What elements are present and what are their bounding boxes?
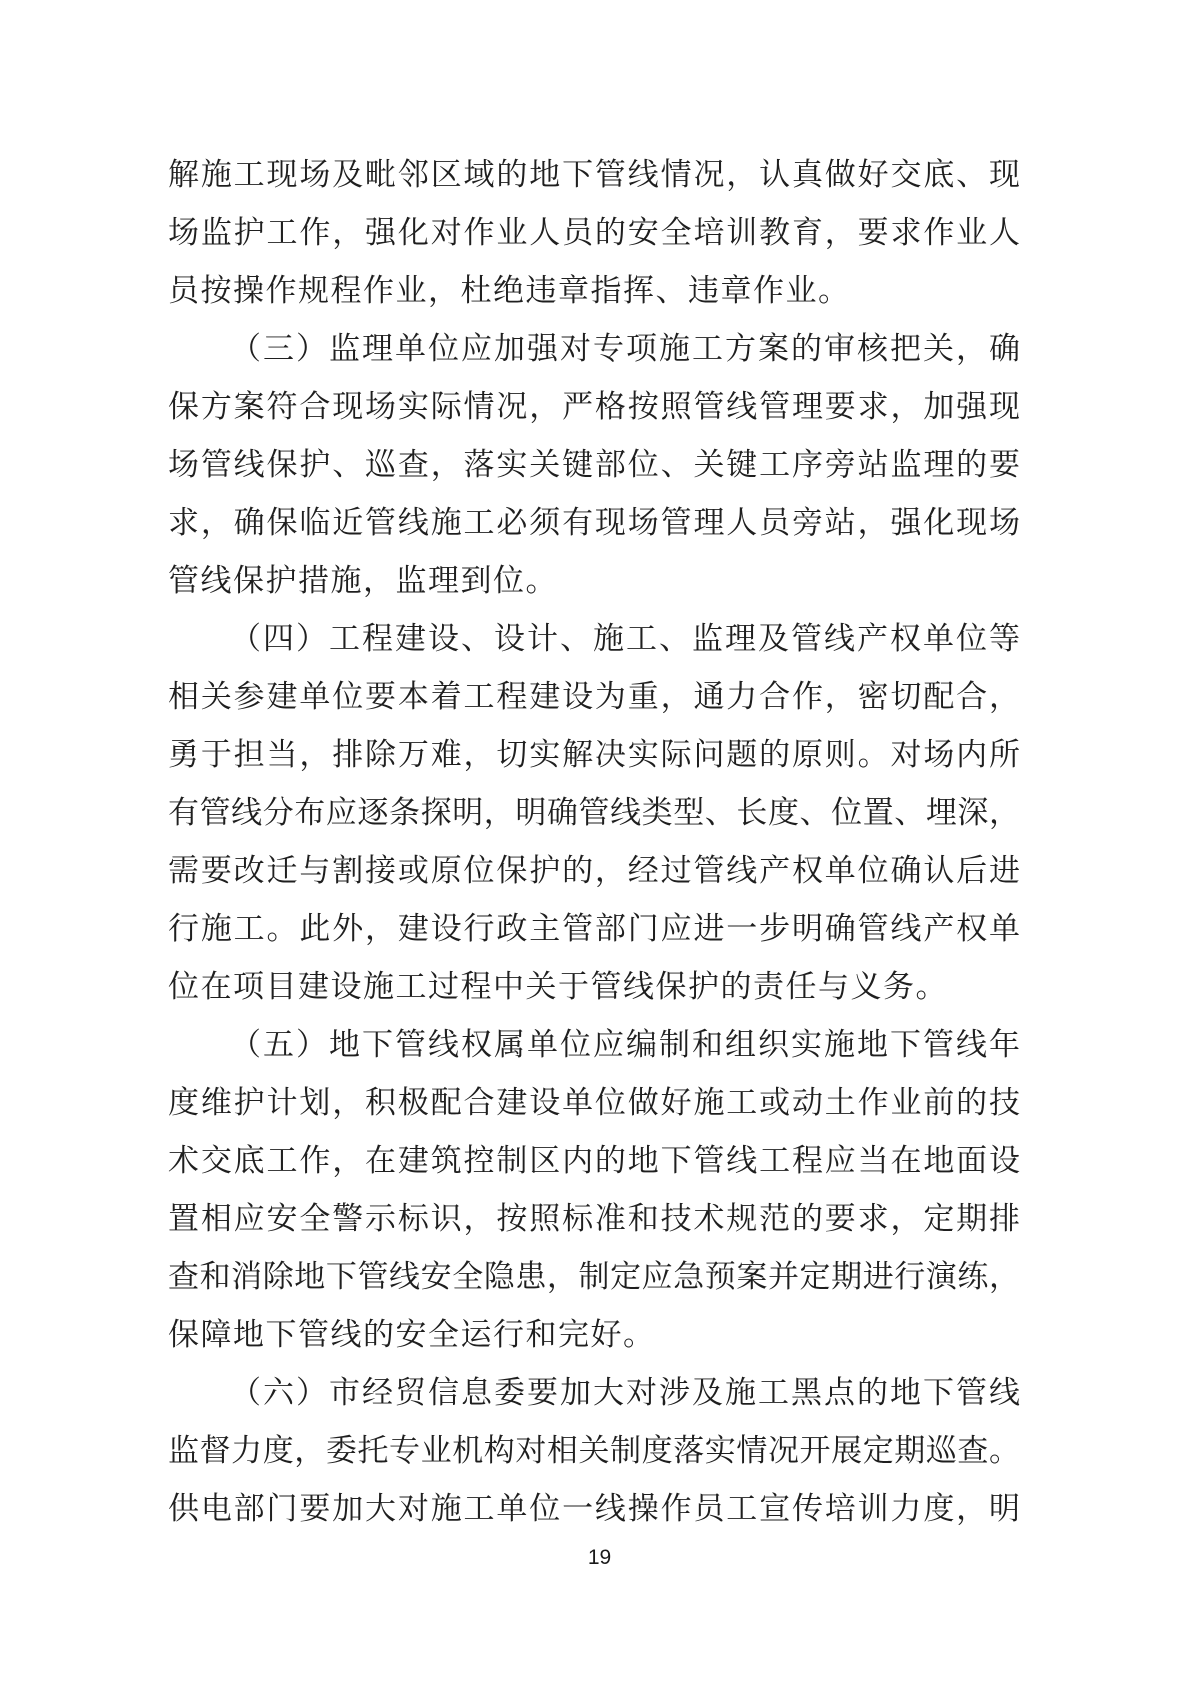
text-line: 求，确保临近管线施工必须有现场管理人员旁站，强化现场 (168, 505, 1020, 540)
text-line: 供电部门要加大对施工单位一线操作员工宣传培训力度，明 (168, 1491, 1020, 1526)
text-line: 勇于担当，排除万难，切实解决实际问题的原则。对场内所 (168, 737, 1020, 772)
text-line: 监督力度，委托专业机构对相关制度落实情况开展定期巡查。 (168, 1433, 1020, 1468)
text-line: 有管线分布应逐条探明，明确管线类型、长度、位置、埋深， (168, 795, 1020, 830)
text-line: 保方案符合现场实际情况，严格按照管线管理要求，加强现 (168, 389, 1020, 424)
body-text-block (168, 146, 1020, 1538)
text-line: 行施工。此外，建设行政主管部门应进一步明确管线产权单 (168, 911, 1020, 946)
text-line: 需要改迁与割接或原位保护的，经过管线产权单位确认后进 (168, 853, 1020, 888)
text-line: 术交底工作，在建筑控制区内的地下管线工程应当在地面设 (168, 1143, 1020, 1178)
page-number: 19 (587, 1546, 612, 1569)
text-line: 位在项目建设施工过程中关于管线保护的责任与义务。 (168, 969, 948, 1004)
text-line: 场管线保护、巡查，落实关键部位、关键工序旁站监理的要 (168, 447, 1020, 482)
text-line: 员按操作规程作业，杜绝违章指挥、违章作业。 (168, 273, 851, 308)
text-line: 置相应安全警示标识，按照标准和技术规范的要求，定期排 (168, 1201, 1020, 1236)
text-line-paragraph-start: （四）工程建设、设计、施工、监理及管线产权单位等 (230, 621, 1020, 656)
text-line: 保障地下管线的安全运行和完好。 (168, 1317, 656, 1352)
text-line-paragraph-start: （六）市经贸信息委要加大对涉及施工黑点的地下管线 (230, 1375, 1020, 1410)
text-line: 度维护计划，积极配合建设单位做好施工或动土作业前的技 (168, 1085, 1020, 1120)
text-line: 相关参建单位要本着工程建设为重，通力合作，密切配合， (168, 679, 1020, 714)
text-line: 场监护工作，强化对作业人员的安全培训教育，要求作业人 (168, 215, 1020, 250)
text-line-paragraph-start: （三）监理单位应加强对专项施工方案的审核把关，确 (230, 331, 1020, 366)
text-line: 解施工现场及毗邻区域的地下管线情况，认真做好交底、现 (168, 157, 1020, 192)
text-line-paragraph-start: （五）地下管线权属单位应编制和组织实施地下管线年 (230, 1027, 1020, 1062)
text-line: 查和消除地下管线安全隐患，制定应急预案并定期进行演练， (168, 1259, 1020, 1294)
text-line: 管线保护措施，监理到位。 (168, 563, 558, 598)
